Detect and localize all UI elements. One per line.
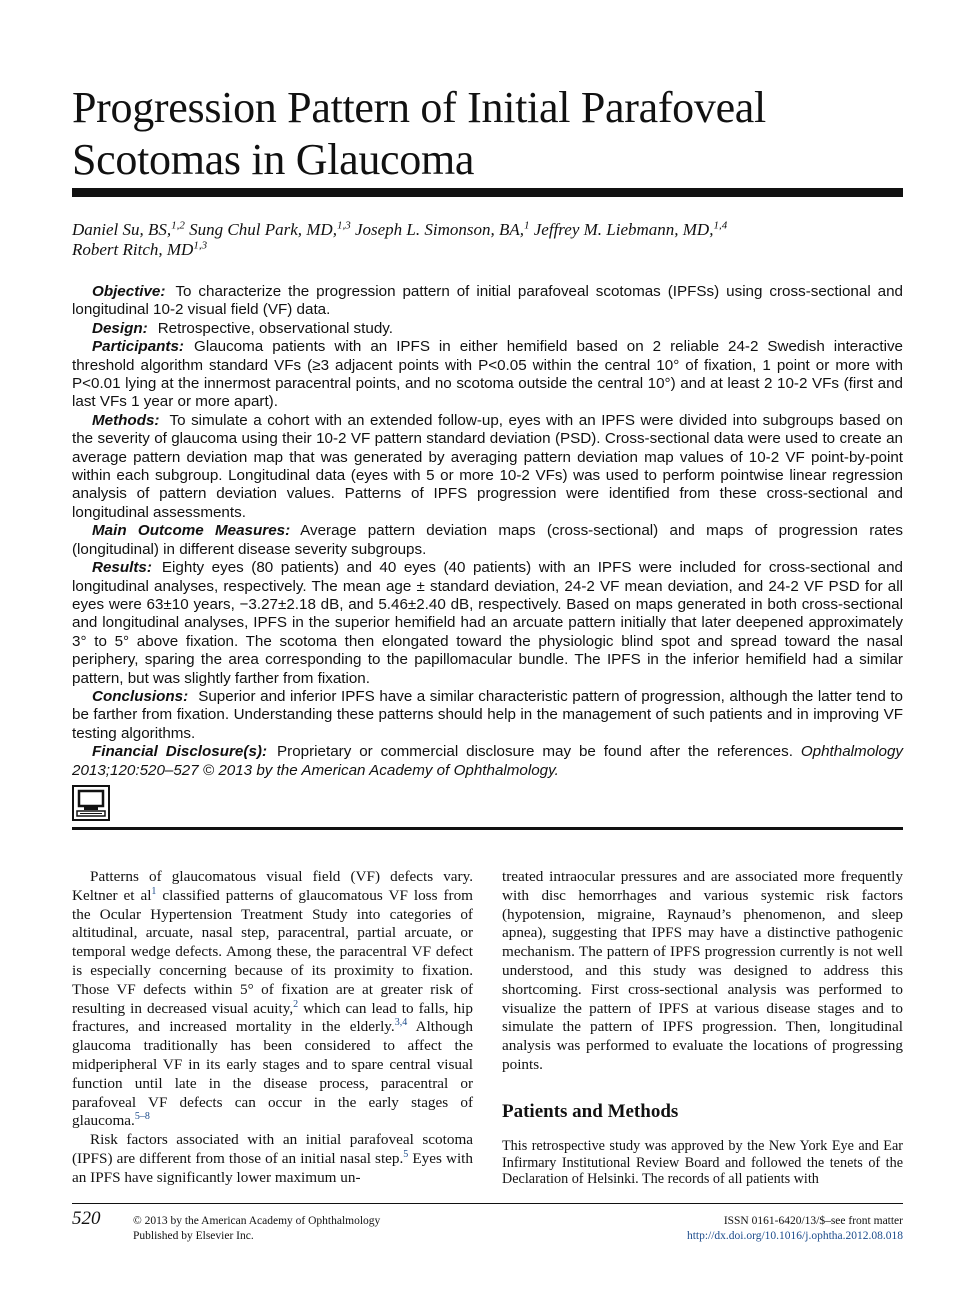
body-paragraph: This retrospective study was approved by the New York Eye and Ear Infirmary Institutional Review Board and followed the tenets of the Declaration of Helsinki. The records of all patients with <box>502 1138 903 1188</box>
abstract-label: Objective: <box>92 283 166 300</box>
publisher-line: Published by Elsevier Inc. <box>133 1230 254 1242</box>
footer-left <box>133 1214 380 1244</box>
body-right-column <box>502 868 903 1075</box>
body-paragraph <box>72 1131 473 1187</box>
article-title: Progression Pattern of Initial Parafoveal Scotomas in Glaucoma <box>72 83 766 184</box>
author-affiliation: 1,3 <box>336 219 351 232</box>
author-affiliation: 1,2 <box>171 219 185 232</box>
section-body <box>502 1138 903 1188</box>
doi-link[interactable]: http://dx.doi.org/10.1016/j.ophtha.2012.08.018 <box>686 1230 903 1242</box>
body-left-column <box>72 868 473 1188</box>
reference-link[interactable]: 3,4 <box>394 1017 408 1029</box>
abstract-methods <box>72 412 903 522</box>
reference-link[interactable]: 1 <box>151 885 157 897</box>
monitor-icon[interactable] <box>72 785 110 821</box>
body-paragraph: treated intraocular pressures and are associated more frequently with disc hemorrhages and various systemic risk factors (hypotension, migraine, Raynaud’s phenomenon, and sleep apnea), suggesting that IPFS may have a distinctive pathogenic mechanism. The pattern of IPFS progression currently is not well understood, and this study was designed to address this shortcoming. First cross-sectional analysis was performed to visualize the pattern of IPFS at various disease stages and to simulate the pattern of IPFS progression. Then, longitudinal analysis was performed to evaluate the locations of progressing points. <box>502 868 903 1073</box>
body-text: Although glaucoma traditionally has been considered to affect the midperipheral VF in its early stages and to spare central visual function until late in the disease process, paracentral or parafoveal VF defects can occur in the early stages of glaucoma. <box>72 1018 473 1130</box>
author-name: Robert Ritch, MD <box>72 240 194 259</box>
copyright-line: © 2013 by the American Academy of Ophthalmology <box>133 1215 381 1227</box>
abstract-text: Glaucoma patients with an IPFS in either hemifield based on 2 reliable 24-2 Swedish interactive threshold algorithm standard VFs (≥3 adjacent points with P<0.05 within the central 10° of fixation, 1 point or more with P<0.01 lying at the innermost paracentral points, and no scotoma outside the central 10°) and at least 2 10-2 VFs (first and last VFs 1 year or more apart). <box>72 338 903 411</box>
body-text: Patterns of glaucomatous visual field (VF) defects vary. Keltner et al <box>72 868 473 904</box>
abstract <box>72 283 903 780</box>
abstract-results <box>72 559 903 688</box>
abstract-label: Results: <box>92 559 152 577</box>
footer-right <box>687 1214 903 1244</box>
abstract-text: Superior and inferior IPFS have a similar characteristic pattern of progression, although the latter tend to be farther from fixation. Understanding these patterns should help in the management of such patients and in improving VF testing algorithms. <box>72 687 903 742</box>
body-text: Eyes with an IPFS have significantly lower maximum un- <box>72 1149 473 1186</box>
abstract-participants <box>72 338 903 412</box>
title-rule <box>72 188 903 197</box>
body-paragraph <box>72 868 473 1131</box>
abstract-conclusions <box>72 688 903 743</box>
journal-citation: Ophthalmology 2013;120:520–527 © 2013 by the American Academy of Ophthalmology. <box>72 743 903 779</box>
author-name: Jeffrey M. Liebmann, MD, <box>533 220 714 239</box>
abstract-label: Conclusions: <box>92 687 189 705</box>
author-affiliation: 1,4 <box>713 219 728 232</box>
issn-line: ISSN 0161-6420/13/$–see front matter <box>723 1215 903 1227</box>
footer-rule <box>72 1203 903 1204</box>
abstract-text: Average pattern deviation maps (cross-sectional) and maps of progression rates (longitudinal) in different disease severity subgroups. <box>72 522 903 558</box>
abstract-design <box>72 320 903 338</box>
abstract-text: Retrospective, observational study. <box>157 319 393 337</box>
reference-link[interactable]: 5 <box>403 1148 409 1160</box>
body-text: which can lead to falls, hip fractures, and increased mortality in the elderly. <box>72 999 473 1036</box>
abstract-label: Participants: <box>92 338 184 356</box>
abstract-objective <box>72 283 903 320</box>
abstract-rule <box>72 827 903 830</box>
author-name: Daniel Su, BS, <box>72 220 172 239</box>
page-number: 520 <box>72 1208 101 1229</box>
reference-link[interactable]: 5–8 <box>134 1111 150 1123</box>
abstract-label: Methods: <box>92 411 160 429</box>
reference-link[interactable]: 2 <box>293 998 299 1010</box>
abstract-text: To simulate a cohort with an extended follow-up, eyes with an IPFS were divided into subgroups based on the severity of glaucoma using their 10-2 VF pattern standard deviation (PSD). Cross-sectional data were used to create an average pattern deviation map that was generated by averaging pattern deviation map values of 10-2 VF point-by-point within each subgroup. Longitudinal data (eyes with 5 or more 10-2 VFs) was used to perform pointwise linear regression analysis of pattern deviation values. Patterns of IPFS progression were identified from these cross-sectional and longitudinal assessments. <box>72 411 903 521</box>
abstract-outcome <box>72 522 903 559</box>
author-name: Sung Chul Park, MD, <box>189 220 337 239</box>
abstract-label: Financial Disclosure(s): <box>92 743 268 761</box>
author-name: Joseph L. Simonson, BA, <box>354 220 524 239</box>
abstract-label: Main Outcome Measures: <box>92 522 291 540</box>
author-affiliation: 1,3 <box>193 239 208 252</box>
abstract-text: To characterize the progression pattern of initial parafoveal scotomas (IPFSs) using cross-sectional and longitudinal 10-2 visual field (VF) data. <box>72 283 903 319</box>
abstract-label: Design: <box>92 319 148 337</box>
author-list <box>72 220 903 260</box>
section-heading: Patients and Methods <box>502 1101 679 1122</box>
body-text: classified patterns of glaucomatous VF loss from the Ocular Hypertension Treatment Study into categories of altitudinal, arcuate, nasal step, paracentral, partial arcuate, or temporal wedge defects. Among these, the paracentral VF defect is especially concerning because of its proximity to fixation. Those VF defects within 5° of fixation are at greater risk of resulting in decreased visual acuity, <box>72 886 473 1017</box>
abstract-disclosure <box>72 743 903 780</box>
author-affiliation: 1 <box>524 219 530 232</box>
body-text: Risk factors associated with an initial parafoveal scotoma (IPFS) are different from those of an initial nasal step. <box>72 1131 473 1167</box>
abstract-text: Eighty eyes (80 patients) and 40 eyes (40 patients) with an IPFS were included for cross-sectional and longitudinal analyses, respectively. The mean age ± standard deviation, 24-2 VF mean deviation, and 24-2 VF PSD for all eyes were 63±10 years, −3.27±2.18 dB, and 5.46±2.40 dB, respectively. Based on maps generated in both cross-sectional and longitudinal analyses, IPFS in the superior hemifield had an arcuate pattern initially that later deepened approximately 3° to 5° above fixation. The scotoma then elongated toward the physiologic blind spot and spread toward the nasal periphery, sparing the area corresponding to the papillomacular bundle. The IPFS in the inferior hemifield had a similar pattern, but was slightly farther from fixation. <box>72 559 903 687</box>
abstract-text: Proprietary or commercial disclosure may be found after the references. <box>277 743 793 761</box>
